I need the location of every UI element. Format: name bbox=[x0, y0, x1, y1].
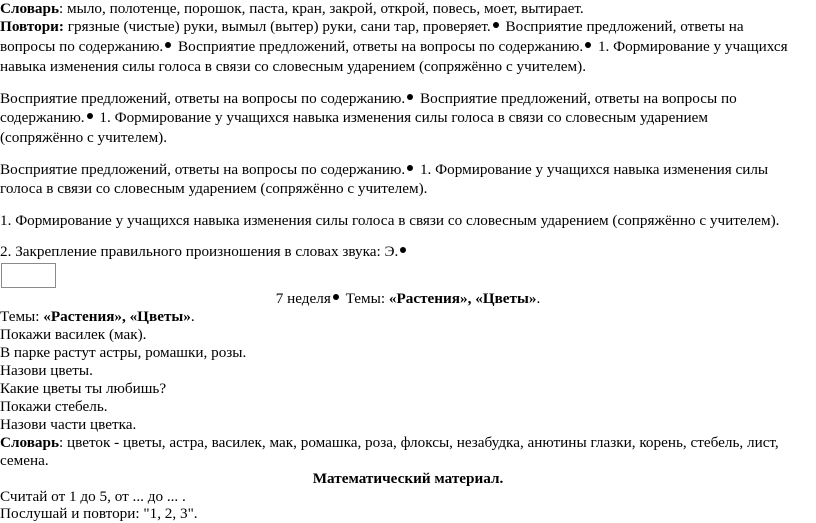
repeat-line-1 bbox=[0, 18, 744, 36]
para2-text-2b: 1. Формирование у учащихся навыка изменения силы голоса в связи со словесным ударением bbox=[95, 109, 709, 126]
vocabulary2-line-2 bbox=[0, 452, 49, 470]
bullet-icon bbox=[407, 94, 413, 100]
para4-line bbox=[0, 212, 779, 230]
phrase-line: Какие цветы ты любишь? bbox=[0, 380, 167, 397]
vocabulary-line bbox=[0, 0, 584, 18]
vocabulary2-text: : цветок - цветы, астра, василек, мак, ромашка, роза, флоксы, незабудка, анютины глазки, корень, стебель, лист, bbox=[58, 434, 779, 451]
week-themes: Темы: bbox=[341, 290, 389, 307]
week-heading bbox=[0, 290, 816, 308]
para2-line-3 bbox=[0, 129, 167, 147]
bullet-icon bbox=[585, 42, 591, 48]
para4-text: 1. Формирование у учащихся навыка изменения силы голоса в связи со словесным ударением (сопряжённо с учителем). bbox=[0, 212, 780, 229]
para3-line-1 bbox=[0, 161, 768, 179]
para2-text-1: Восприятие предложений, ответы на вопросы по содержанию. bbox=[0, 90, 406, 107]
para3-text-1: Восприятие предложений, ответы на вопросы по содержанию. bbox=[0, 161, 406, 178]
vocabulary2-label: Словарь bbox=[0, 434, 59, 451]
repeat-line-2 bbox=[0, 38, 788, 56]
themes-end: . bbox=[190, 308, 195, 325]
themes-bold: «Растения», «Цветы» bbox=[43, 308, 191, 325]
para3-line-2 bbox=[0, 180, 427, 198]
para5-line bbox=[0, 243, 409, 261]
themes-prefix: Темы: bbox=[0, 308, 44, 325]
vocabulary-text: : мыло, полотенце, порошок, паста, кран, закрой, открой, повесь, моет, вытирает. bbox=[58, 0, 584, 17]
week-end: . bbox=[536, 290, 541, 307]
para2-line-2 bbox=[0, 109, 708, 127]
bullet-icon bbox=[493, 22, 499, 28]
para2-text-3: (сопряжённо с учителем). bbox=[0, 129, 168, 146]
para5-text: 2. Закрепление правильного произношения в словах звука: Э. bbox=[0, 243, 399, 260]
phrase-line: Покажи стебель. bbox=[0, 398, 108, 415]
para2-text-2: содержанию. bbox=[0, 109, 85, 126]
phrase-line: Назови цветы. bbox=[0, 362, 93, 379]
bullet-icon bbox=[400, 247, 406, 253]
repeat-text: грязные (чистые) руки, вымыл (вытер) руки, сани тар, проверяет. bbox=[63, 18, 491, 35]
bullet-icon bbox=[165, 42, 171, 48]
bullet-icon bbox=[407, 165, 413, 171]
repeat-text-3: навыка изменения силы голоса в связи со словесным ударением (сопряжённо с учителем). bbox=[0, 58, 587, 75]
week-prefix: 7 неделя bbox=[275, 290, 331, 307]
week-themes-bold: «Растения», «Цветы» bbox=[388, 290, 537, 307]
repeat-label: Повтори: bbox=[0, 18, 64, 35]
bullet-icon bbox=[87, 113, 93, 119]
math-line-1: Считай от 1 до 5, от ... до ... . bbox=[0, 488, 186, 505]
math-heading bbox=[0, 470, 816, 488]
repeat-text-b: Восприятие предложений, ответы на bbox=[501, 18, 744, 35]
para3-text-2: голоса в связи со словесным ударением (сопряжённо с учителем). bbox=[0, 180, 428, 197]
para2-text-1b: Восприятие предложений, ответы на вопросы по bbox=[416, 90, 737, 107]
phrase-line: Покажи василек (мак). bbox=[0, 326, 147, 343]
para2-line-1 bbox=[0, 90, 737, 108]
repeat-text-2: вопросы по содержанию. bbox=[0, 38, 164, 55]
para3-text-1b: 1. Формирование у учащихся навыка изменения силы bbox=[416, 161, 769, 178]
phrase-line: В парке растут астры, ромашки, розы. bbox=[0, 344, 247, 361]
vocabulary2-line-1 bbox=[0, 434, 779, 452]
math-title: Математический материал. bbox=[312, 470, 504, 487]
empty-box bbox=[1, 263, 56, 288]
themes-line bbox=[0, 308, 195, 326]
phrase-line: Назови части цветка. bbox=[0, 416, 137, 433]
bullet-icon bbox=[333, 294, 339, 300]
repeat-line-3 bbox=[0, 58, 586, 76]
repeat-text-2b: Восприятие предложений, ответы на вопросы по содержанию. bbox=[174, 38, 584, 55]
repeat-text-2c: 1. Формирование у учащихся bbox=[594, 38, 788, 55]
math-line-2: Послушай и повтори: "1, 2, 3". bbox=[0, 505, 198, 522]
vocabulary2-text-2: семена. bbox=[0, 452, 49, 469]
vocabulary-label: Словарь bbox=[0, 0, 59, 17]
